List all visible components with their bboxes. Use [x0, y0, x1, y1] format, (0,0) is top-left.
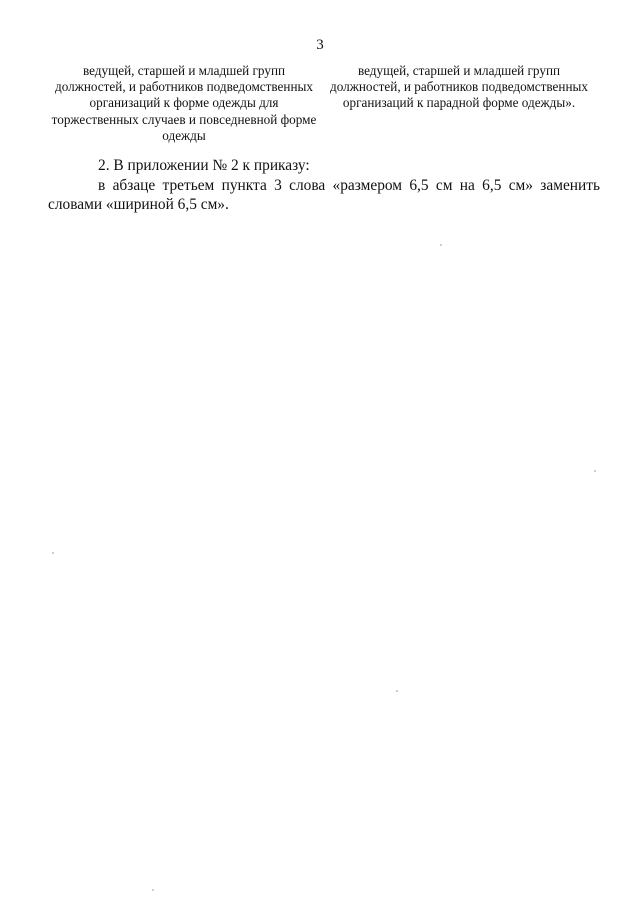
scan-speck — [152, 889, 154, 891]
amendment-text-line: в абзаце третьем пункта 3 слова «размером 6,5 см на 6,5 см» заменить — [98, 176, 600, 194]
right-column-line: организаций к парадной форме одежды». — [342, 95, 576, 111]
scan-speck — [396, 690, 398, 692]
scan-speck — [52, 552, 54, 554]
scan-speck — [594, 470, 596, 472]
page-number: 3 — [316, 37, 324, 53]
scan-speck — [440, 244, 442, 246]
left-column-line: должностей, и работников подведомственных — [55, 79, 313, 95]
left-column-line: организаций к форме одежды для — [89, 95, 279, 111]
left-column-line: торжественных случаев и повседневной форме — [51, 111, 317, 127]
right-column-line: ведущей, старшей и младшей групп — [357, 63, 561, 78]
left-column-text — [44, 63, 324, 144]
amendment-paragraph — [48, 156, 600, 215]
amendment-text-line-end: словами «шириной 6,5 см». — [48, 196, 229, 214]
left-column-line: одежды — [162, 127, 206, 143]
right-column-line: должностей, и работников подведомственных — [330, 79, 588, 95]
amendment-heading: 2. В приложении № 2 к приказу: — [98, 157, 310, 174]
left-column-line: ведущей, старшей и младшей групп — [82, 63, 286, 78]
right-column-text — [324, 63, 594, 112]
